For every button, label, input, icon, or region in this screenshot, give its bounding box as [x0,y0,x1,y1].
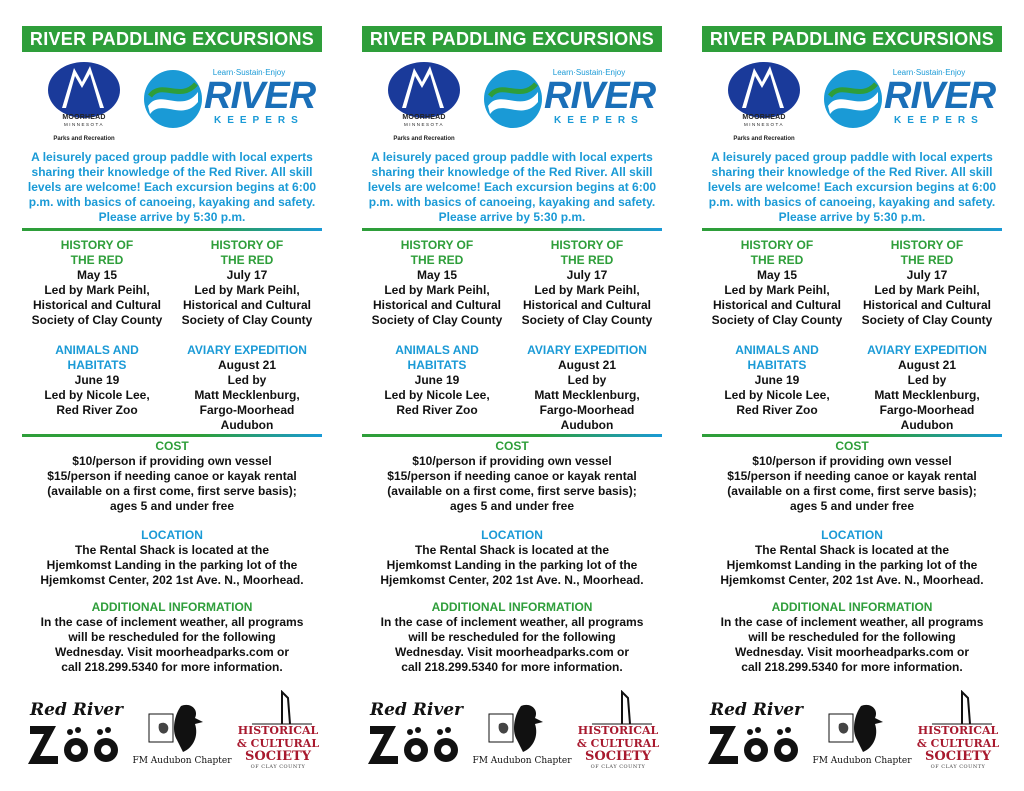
fm-audubon-logo [472,700,572,770]
ship-prow-icon [572,690,664,726]
event-org-2: Society of Clay County [861,313,993,327]
event-history-july [512,238,662,328]
location-line: Hjemkomst Landing in the parking lot of the [726,558,978,572]
event-org-2: Society of Clay County [521,313,653,327]
event-org-2: Society of Clay County [181,313,313,327]
cost-heading: COST [155,439,189,453]
river-swirl-icon [482,68,544,130]
location-line: The Rental Shack is located at the [414,543,610,557]
intro-text: A leisurely paced group paddle with local experts sharing their knowledge of the Red River. All skill levels are welcome! Each excursion begins at 6:00 p.m. with basics of canoeing, kayaking and safety. Please arrive by 5:30 p.m. [367,150,657,224]
divider [22,228,322,231]
river-swirl-icon [142,68,204,130]
additional-line: will be rescheduled for the following [68,630,276,644]
event-leader-name: Matt Mecklenburg, [874,388,980,402]
fm-audubon-logo [132,700,232,770]
divider [362,434,662,437]
bird-icon [147,700,217,756]
additional-line: In the case of inclement weather, all programs [380,615,644,629]
additional-line: Wednesday. Visit moorheadparks.com or [734,645,970,659]
zoo-name-text: Red River [710,700,803,720]
event-title: ANIMALS AND HABITATS [735,343,819,372]
cost-line: ages 5 and under free [109,499,235,513]
zoo-pawprint-icon [366,720,466,768]
hist-line-1: HISTORICAL [577,724,659,737]
event-date: June 19 [74,373,120,387]
cost-line: $10/person if providing own vessel [72,454,272,468]
event-date: July 17 [226,268,268,282]
event-leader: Led by Mark Peihl, [534,283,640,297]
event-animals-june [362,343,512,418]
event-leader: Led by Mark Peihl, [44,283,150,297]
hist-line-2: & CULTURAL [576,737,660,750]
hist-line-4: OF CLAY COUNTY [250,764,306,770]
river-keepers-river: RIVER [544,75,656,117]
event-leader: Led by Mark Peihl, [384,283,490,297]
hist-line-4: OF CLAY COUNTY [930,764,986,770]
moorhead-name: MOORHEAD [62,114,106,121]
event-org: Fargo-Moorhead [539,403,635,417]
audubon-text: FM Audubon Chapter [472,756,572,766]
moorhead-emblem-icon [44,60,124,120]
location-body [702,543,1002,588]
event-org-2: Society of Clay County [371,313,503,327]
event-title: ANIMALS AND HABITATS [55,343,139,372]
moorhead-name: MOORHEAD [402,114,446,121]
cost-line: $10/person if providing own vessel [412,454,612,468]
event-title: ANIMALS AND HABITATS [395,343,479,372]
event-title: AVIARY EXPEDITION [187,343,307,357]
additional-line: call 218.299.5340 for more information. [401,660,623,674]
event-date: August 21 [897,358,956,372]
location-line: The Rental Shack is located at the [74,543,270,557]
divider [702,228,1002,231]
river-keepers-keepers: KEEPERS [554,115,644,126]
location-line: Hjemkomst Center, 202 1st Ave. N., Moorhead. [40,573,304,587]
event-date: June 19 [414,373,460,387]
event-leader: Led by Mark Peihl, [724,283,830,297]
cost-body [362,454,662,514]
river-keepers-keepers: KEEPERS [894,115,984,126]
hist-line-2: & CULTURAL [236,737,320,750]
river-keepers-river: RIVER [884,75,996,117]
location-heading: LOCATION [141,528,203,542]
cost-heading: COST [835,439,869,453]
location-line: Hjemkomst Landing in the parking lot of the [46,558,298,572]
event-leader-name: Matt Mecklenburg, [194,388,300,402]
event-date: May 15 [756,268,798,282]
additional-line: In the case of inclement weather, all programs [40,615,304,629]
event-title: HISTORY OF THE RED [60,238,134,267]
additional-line: call 218.299.5340 for more information. [741,660,963,674]
event-leader: Led by Mark Peihl, [874,283,980,297]
hist-line-1: HISTORICAL [917,724,999,737]
event-leader: Led by Nicole Lee, [44,388,150,402]
event-history-july [852,238,1002,328]
event-title: AVIARY EXPEDITION [867,343,987,357]
event-history-may [702,238,852,328]
audubon-text: FM Audubon Chapter [812,756,912,766]
moorhead-name: MOORHEAD [742,114,786,121]
event-org: Red River Zoo [736,403,818,417]
additional-heading: ADDITIONAL INFORMATION [91,600,253,614]
location-line: Hjemkomst Center, 202 1st Ave. N., Moorhead. [720,573,984,587]
red-river-zoo-logo [26,700,136,770]
zoo-pawprint-icon [706,720,806,768]
event-title: HISTORY OF THE RED [400,238,474,267]
event-date: June 19 [754,373,800,387]
river-keepers-tagline: Learn·Sustain·Enjoy [212,68,286,77]
location-heading: LOCATION [821,528,883,542]
event-org: Fargo-Moorhead [879,403,975,417]
red-river-zoo-logo [366,700,476,770]
additional-line: In the case of inclement weather, all programs [720,615,984,629]
event-title: AVIARY EXPEDITION [527,343,647,357]
moorhead-state: MINNESOTA [64,122,104,127]
event-org: Historical and Cultural [182,298,312,312]
event-history-may [362,238,512,328]
event-title: HISTORY OF THE RED [210,238,284,267]
event-leader: Led by [567,373,607,387]
event-animals-june [22,343,172,418]
moorhead-emblem-icon [724,60,804,120]
event-date: July 17 [906,268,948,282]
flyer-panel-2 [362,0,662,791]
flyer-title: RIVER PADDLING EXCURSIONS [362,26,662,52]
cost-line: $10/person if providing own vessel [752,454,952,468]
cost-line: (available on a first come, first serve basis); [47,484,297,498]
bird-icon [827,700,897,756]
moorhead-emblem-icon [384,60,464,120]
event-org: Historical and Cultural [862,298,992,312]
cost-body [702,454,1002,514]
hist-line-4: OF CLAY COUNTY [590,764,646,770]
moorhead-parks-logo [44,60,132,146]
moorhead-state: MINNESOTA [744,122,784,127]
historical-society-logo [912,690,1004,772]
cost-heading: COST [495,439,529,453]
additional-body [22,615,322,675]
historical-society-logo [232,690,324,772]
event-title: HISTORY OF THE RED [550,238,624,267]
hist-line-1: HISTORICAL [237,724,319,737]
river-keepers-keepers: KEEPERS [214,115,304,126]
location-line: Hjemkomst Landing in the parking lot of the [386,558,638,572]
event-org: Fargo-Moorhead [199,403,295,417]
additional-heading: ADDITIONAL INFORMATION [771,600,933,614]
divider [22,434,322,437]
flyer-title: RIVER PADDLING EXCURSIONS [702,26,1002,52]
cost-line: ages 5 and under free [789,499,915,513]
ship-prow-icon [912,690,1004,726]
event-org: Historical and Cultural [32,298,162,312]
cost-line: $15/person if needing canoe or kayak rental [727,469,977,483]
event-date: August 21 [217,358,276,372]
additional-line: will be rescheduled for the following [408,630,616,644]
event-org: Historical and Cultural [372,298,502,312]
river-keepers-logo [822,62,1000,132]
event-title: HISTORY OF THE RED [890,238,964,267]
zoo-pawprint-icon [26,720,126,768]
event-leader-name: Matt Mecklenburg, [534,388,640,402]
event-date: May 15 [76,268,118,282]
event-org: Historical and Cultural [522,298,652,312]
additional-line: Wednesday. Visit moorheadparks.com or [394,645,630,659]
event-org-2: Society of Clay County [711,313,843,327]
event-org: Historical and Cultural [712,298,842,312]
moorhead-sub: Parks and Recreation [393,136,455,142]
bird-icon [487,700,557,756]
historical-society-logo [572,690,664,772]
hist-line-3: SOCIETY [244,749,311,764]
event-org-2: Audubon [560,418,614,432]
event-animals-june [702,343,852,418]
hist-line-2: & CULTURAL [916,737,1000,750]
river-keepers-logo [482,62,660,132]
cost-line: $15/person if needing canoe or kayak rental [387,469,637,483]
event-aviary-august [172,343,322,433]
flyer-panel-3 [702,0,1002,791]
flyer-title: RIVER PADDLING EXCURSIONS [22,26,322,52]
moorhead-parks-logo [724,60,812,146]
additional-line: call 218.299.5340 for more information. [61,660,283,674]
cost-line: ages 5 and under free [449,499,575,513]
event-org: Red River Zoo [56,403,138,417]
intro-text: A leisurely paced group paddle with local experts sharing their knowledge of the Red River. All skill levels are welcome! Each excursion begins at 6:00 p.m. with basics of canoeing, kayaking and safety. Please arrive by 5:30 p.m. [707,150,997,224]
event-date: August 21 [557,358,616,372]
additional-line: Wednesday. Visit moorheadparks.com or [54,645,290,659]
red-river-zoo-logo [706,700,816,770]
zoo-name-text: Red River [30,700,123,720]
event-aviary-august [512,343,662,433]
cost-line: (available on a first come, first serve basis); [387,484,637,498]
event-leader: Led by Mark Peihl, [194,283,300,297]
flyer-panel-1 [22,0,322,791]
ship-prow-icon [232,690,324,726]
cost-body [22,454,322,514]
event-org: Red River Zoo [396,403,478,417]
river-keepers-tagline: Learn·Sustain·Enjoy [552,68,626,77]
moorhead-sub: Parks and Recreation [733,136,795,142]
additional-body [702,615,1002,675]
divider [362,228,662,231]
river-keepers-tagline: Learn·Sustain·Enjoy [892,68,966,77]
event-title: HISTORY OF THE RED [740,238,814,267]
location-heading: LOCATION [481,528,543,542]
event-date: July 17 [566,268,608,282]
event-history-may [22,238,172,328]
hist-line-3: SOCIETY [924,749,991,764]
cost-line: $15/person if needing canoe or kayak rental [47,469,297,483]
location-body [362,543,662,588]
moorhead-parks-logo [384,60,472,146]
event-date: May 15 [416,268,458,282]
event-leader: Led by [227,373,267,387]
event-leader: Led by Nicole Lee, [724,388,830,402]
zoo-name-text: Red River [370,700,463,720]
intro-text: A leisurely paced group paddle with local experts sharing their knowledge of the Red River. All skill levels are welcome! Each excursion begins at 6:00 p.m. with basics of canoeing, kayaking and safety. Please arrive by 5:30 p.m. [27,150,317,224]
event-leader: Led by Nicole Lee, [384,388,490,402]
river-keepers-river: RIVER [204,75,316,117]
location-line: The Rental Shack is located at the [754,543,950,557]
event-org-2: Society of Clay County [31,313,163,327]
moorhead-sub: Parks and Recreation [53,136,115,142]
additional-line: will be rescheduled for the following [748,630,956,644]
river-keepers-logo [142,62,320,132]
event-history-july [172,238,322,328]
hist-line-3: SOCIETY [584,749,651,764]
river-swirl-icon [822,68,884,130]
cost-line: (available on a first come, first serve basis); [727,484,977,498]
additional-body [362,615,662,675]
moorhead-state: MINNESOTA [404,122,444,127]
additional-heading: ADDITIONAL INFORMATION [431,600,593,614]
location-body [22,543,322,588]
event-org-2: Audubon [900,418,954,432]
audubon-text: FM Audubon Chapter [132,756,232,766]
event-org-2: Audubon [220,418,274,432]
fm-audubon-logo [812,700,912,770]
event-leader: Led by [907,373,947,387]
divider [702,434,1002,437]
location-line: Hjemkomst Center, 202 1st Ave. N., Moorhead. [380,573,644,587]
event-aviary-august [852,343,1002,433]
